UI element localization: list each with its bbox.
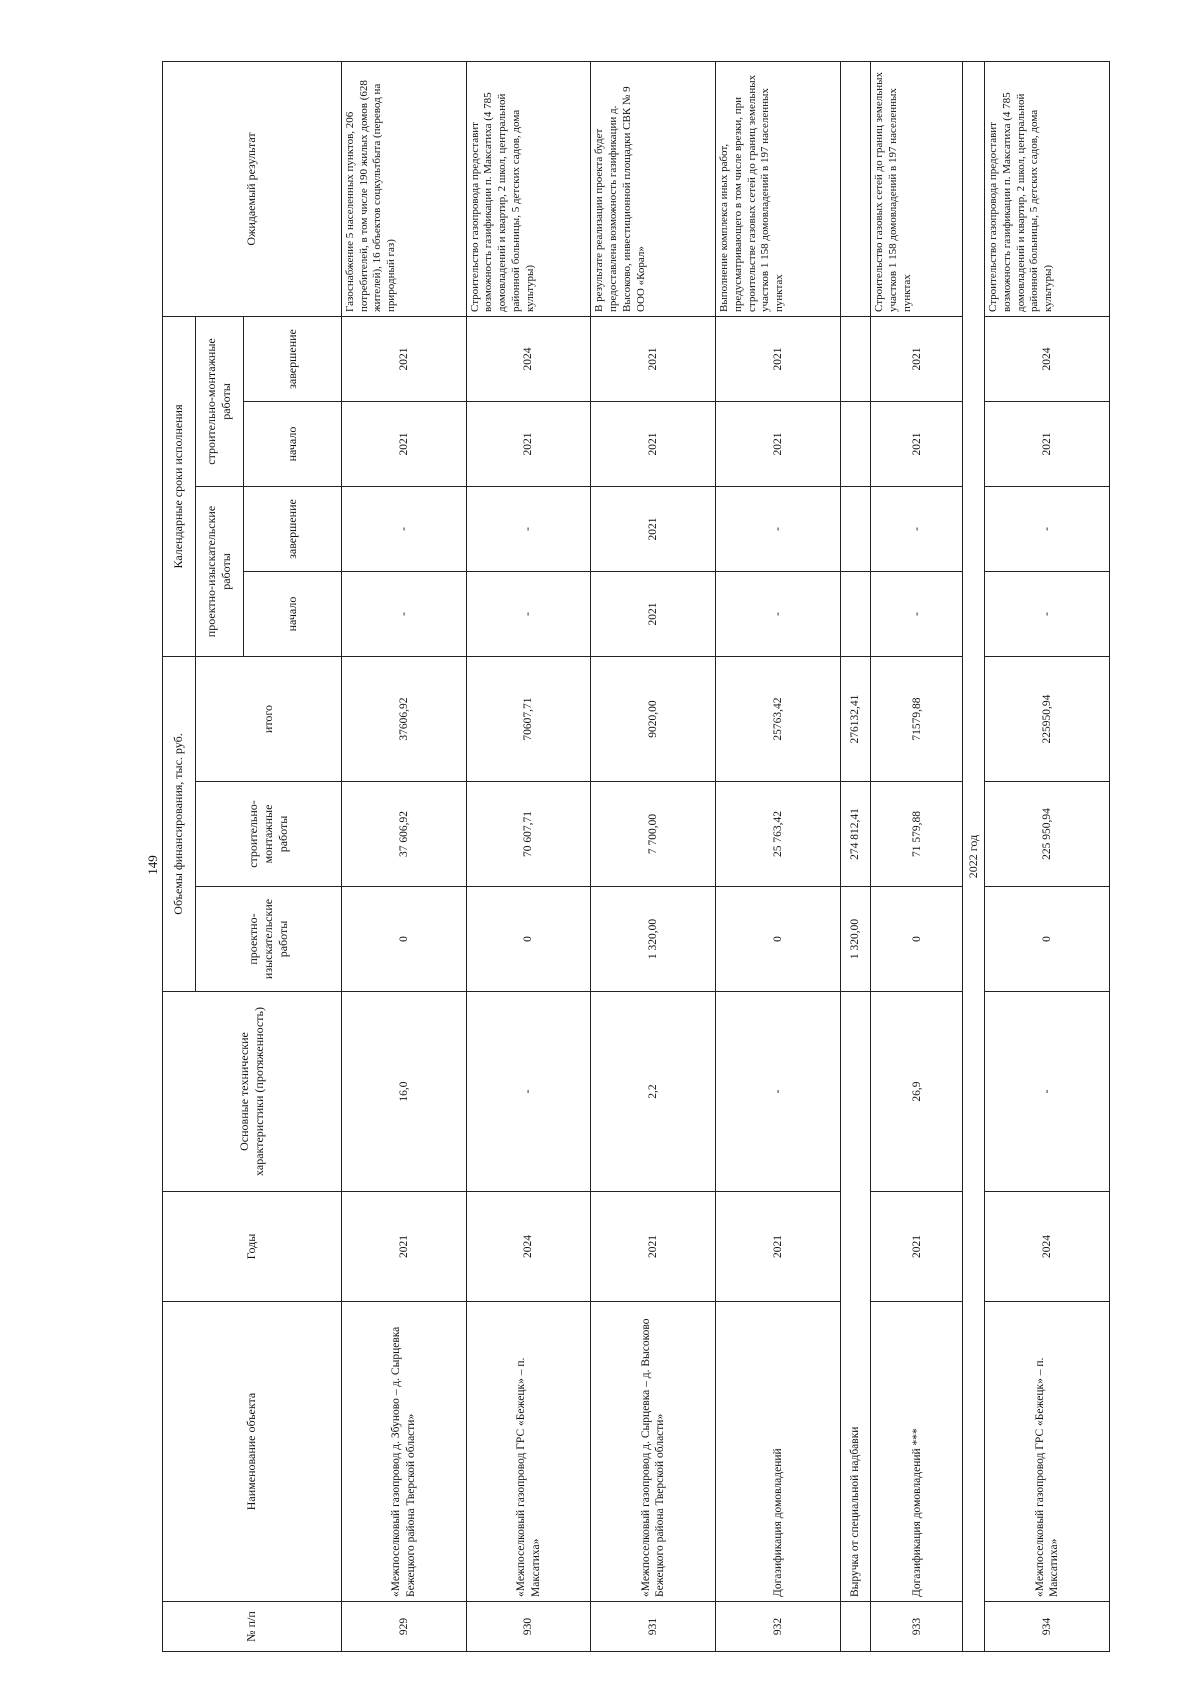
row-construction: 25 763,42 bbox=[716, 782, 841, 887]
row-design-end: - bbox=[466, 487, 591, 572]
year-divider-row bbox=[963, 61, 985, 1651]
row-construction-start: 2021 bbox=[466, 402, 591, 487]
surcharge-design: 1 320,00 bbox=[840, 887, 870, 992]
row-year: 2021 bbox=[716, 1192, 841, 1302]
row-length: - bbox=[716, 992, 841, 1192]
row-design: 0 bbox=[716, 887, 841, 992]
header-result: Ожидаемый результат bbox=[163, 61, 342, 316]
row-total: 71579,88 bbox=[871, 657, 963, 782]
header-design-start: начало bbox=[244, 572, 342, 657]
row-construction-start: 2021 bbox=[716, 402, 841, 487]
surcharge-total: 276132,41 bbox=[840, 657, 870, 782]
row-construction-start: 2021 bbox=[591, 402, 716, 487]
row-construction-end: 2024 bbox=[466, 316, 591, 401]
row-design-end: - bbox=[871, 487, 963, 572]
row-total: 25763,42 bbox=[716, 657, 841, 782]
row-year: 2021 bbox=[591, 1192, 716, 1302]
table-row bbox=[871, 61, 963, 1651]
row-design-end: 2021 bbox=[591, 487, 716, 572]
row-name: Догазификация домовладений *** bbox=[871, 1302, 963, 1602]
row-design-start: - bbox=[466, 572, 591, 657]
row-result: Газоснабжение 5 населенных пунктов, 206 потребителей, в том числе 190 жилых домов (628 жителей), 16 объектов соцкультбыта (перевод на природный газ) bbox=[341, 61, 466, 316]
surcharge-row bbox=[840, 61, 870, 1651]
row-total: 37606,92 bbox=[341, 657, 466, 782]
row-total: 225950,94 bbox=[985, 657, 1110, 782]
table-row bbox=[985, 61, 1110, 1651]
row-construction-end: 2021 bbox=[341, 316, 466, 401]
header-num: № п/п bbox=[163, 1602, 342, 1652]
row-name: Догазификация домовладений bbox=[716, 1302, 841, 1602]
row-name: «Межпоселковый газопровод д. Сырцевка – д. Высоково Бежецкого района Тверской области» bbox=[591, 1302, 716, 1602]
row-result: Строительство газовых сетей до границ земельных участков 1 158 домовладений в 197 населенных пунктах bbox=[871, 61, 963, 316]
row-construction: 70 607,71 bbox=[466, 782, 591, 887]
header-schedule: Календарные сроки исполнения bbox=[163, 316, 196, 656]
row-name: «Межпоселковый газопровод ГРС «Бежецк» – п. Максатиха» bbox=[985, 1302, 1110, 1602]
table-row bbox=[716, 61, 841, 1651]
row-design-start: - bbox=[341, 572, 466, 657]
row-design-end: - bbox=[716, 487, 841, 572]
row-design: 0 bbox=[466, 887, 591, 992]
rotated-table-container bbox=[162, 62, 1110, 1652]
header-design-group: проектно-изыскательские работы bbox=[195, 487, 244, 657]
header-years: Годы bbox=[163, 1192, 342, 1302]
row-construction-start: 2021 bbox=[871, 402, 963, 487]
row-length: 2,2 bbox=[591, 992, 716, 1192]
row-result: В результате реализации проекта будет предоставлена возможность газификации д. Высоково, инвестиционной площадки СВК № 9 ООО «Корал» bbox=[591, 61, 716, 316]
row-construction-end: 2021 bbox=[716, 316, 841, 401]
row-construction: 37 606,92 bbox=[341, 782, 466, 887]
header-construction-start: начало bbox=[244, 402, 342, 487]
row-length: - bbox=[985, 992, 1110, 1192]
row-design-end: - bbox=[341, 487, 466, 572]
row-total: 9020,00 bbox=[591, 657, 716, 782]
row-construction: 7 700,00 bbox=[591, 782, 716, 887]
row-design-start: 2021 bbox=[591, 572, 716, 657]
row-year: 2021 bbox=[871, 1192, 963, 1302]
row-design: 0 bbox=[985, 887, 1110, 992]
row-construction: 71 579,88 bbox=[871, 782, 963, 887]
header-design-end: завершение bbox=[244, 487, 342, 572]
header-design-works: проектно-изыскательские работы bbox=[195, 887, 341, 992]
row-construction-start: 2021 bbox=[985, 402, 1110, 487]
row-total: 70607,71 bbox=[466, 657, 591, 782]
row-design: 0 bbox=[341, 887, 466, 992]
row-construction-start: 2021 bbox=[341, 402, 466, 487]
row-num: 933 bbox=[871, 1602, 963, 1652]
row-construction-end: 2021 bbox=[871, 316, 963, 401]
row-num: 932 bbox=[716, 1602, 841, 1652]
header-name: Наименование объекта bbox=[163, 1302, 342, 1602]
row-length: - bbox=[466, 992, 591, 1192]
row-design-end: - bbox=[985, 487, 1110, 572]
row-name: «Межпоселковый газопровод ГРС «Бежецк» – п. Максатиха» bbox=[466, 1302, 591, 1602]
row-construction-end: 2021 bbox=[591, 316, 716, 401]
header-construction-works: строительно-монтажные работы bbox=[195, 782, 341, 887]
row-name: «Межпоселковый газопровод д. Збуново – д. Сырцевка Бежецкого района Тверской области» bbox=[341, 1302, 466, 1602]
row-year: 2021 bbox=[341, 1192, 466, 1302]
table-row bbox=[341, 61, 466, 1651]
row-design-start: - bbox=[985, 572, 1110, 657]
row-design: 0 bbox=[871, 887, 963, 992]
surcharge-name: Выручка от специальной надбавки bbox=[840, 992, 870, 1602]
row-design: 1 320,00 bbox=[591, 887, 716, 992]
header-financing: Объемы финансирования, тыс. руб. bbox=[163, 657, 196, 992]
row-length: 16,0 bbox=[341, 992, 466, 1192]
row-design-start: - bbox=[716, 572, 841, 657]
row-construction-end: 2024 bbox=[985, 316, 1110, 401]
row-num: 931 bbox=[591, 1602, 716, 1652]
page-number: 149 bbox=[145, 855, 160, 875]
surcharge-construction: 274 812,41 bbox=[840, 782, 870, 887]
year-label: 2022 год bbox=[963, 61, 985, 1651]
header-construction-end: завершение bbox=[244, 316, 342, 401]
row-year: 2024 bbox=[466, 1192, 591, 1302]
row-result: Строительство газопровода предоставит возможность газификации п. Максатиха (4 785 домовладений и квартир, 2 школ, центральной районной больницы, 5 детских садов, дома культуры) bbox=[466, 61, 591, 316]
row-length: 26,9 bbox=[871, 992, 963, 1192]
table-row bbox=[466, 61, 591, 1651]
row-num: 930 bbox=[466, 1602, 591, 1652]
row-result: Выполнение комплекса иных работ, предусматривающего в том числе врезки, при строительстве газовых сетей до границ земельных участков 1 158 домовладений в 197 населенных пунктах bbox=[716, 61, 841, 316]
row-construction: 225 950,94 bbox=[985, 782, 1110, 887]
header-characteristics: Основные технические характеристики (протяженность) bbox=[163, 992, 342, 1192]
row-result: Строительство газопровода предоставит возможность газификации п. Максатиха (4 785 домовладений и квартир, 2 школ, центральной районной больницы, 5 детских садов, дома культуры) bbox=[985, 61, 1110, 316]
table-row bbox=[591, 61, 716, 1651]
row-num: 929 bbox=[341, 1602, 466, 1652]
row-design-start: - bbox=[871, 572, 963, 657]
header-construction-group: строительно-монтажные работы bbox=[195, 316, 244, 486]
row-num: 934 bbox=[985, 1602, 1110, 1652]
header-total: итого bbox=[195, 657, 341, 782]
row-year: 2024 bbox=[985, 1192, 1110, 1302]
gasification-table bbox=[162, 61, 1110, 1652]
